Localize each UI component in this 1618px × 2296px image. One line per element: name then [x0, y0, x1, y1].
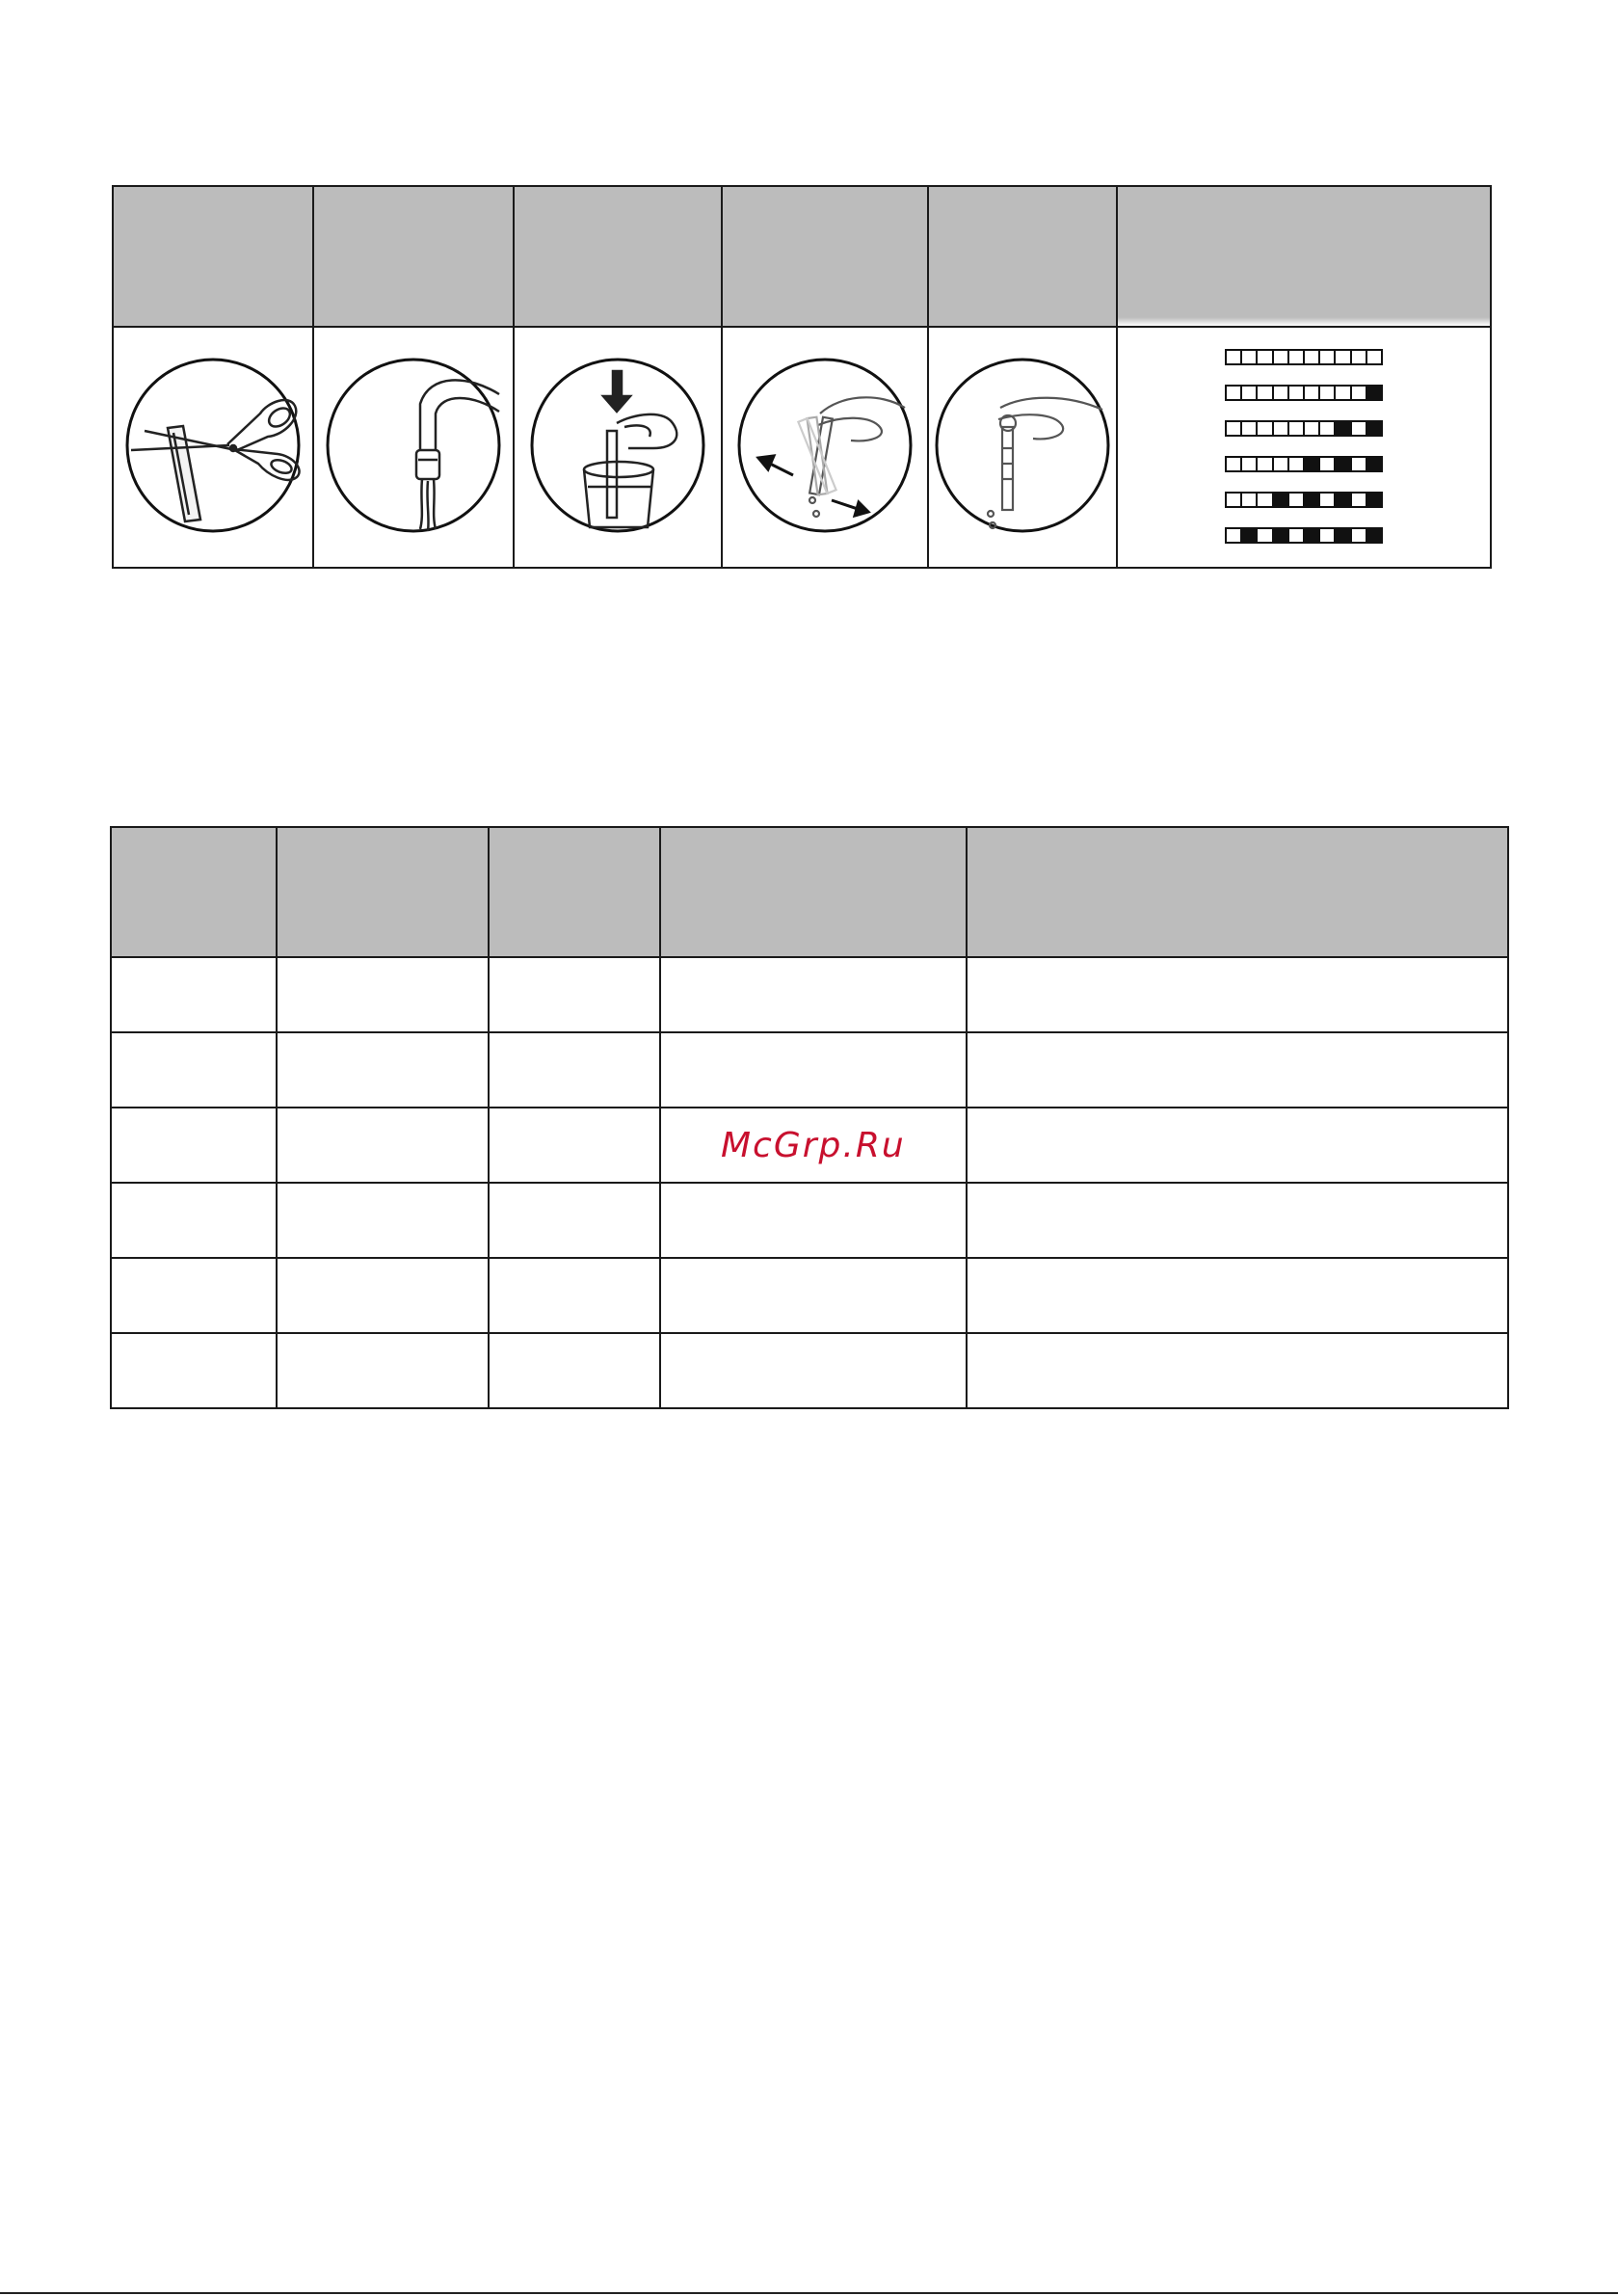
empty-square	[1367, 351, 1381, 363]
filled-square	[1367, 529, 1381, 542]
footer-rule	[0, 2292, 1618, 2294]
empty-square	[1227, 422, 1242, 435]
empty-square	[1352, 529, 1367, 542]
empty-square	[1258, 422, 1273, 435]
scissors-cutting-strip-icon	[123, 356, 303, 535]
empty-square	[1227, 458, 1242, 470]
empty-square	[1289, 422, 1305, 435]
empty-square	[1305, 387, 1320, 399]
empty-square	[1258, 494, 1273, 506]
watermark-text: McGrp.Ru	[721, 1126, 906, 1165]
results-header-cell	[660, 827, 967, 957]
filled-square	[1367, 494, 1381, 506]
empty-square	[1242, 351, 1258, 363]
results-table	[110, 826, 1509, 1409]
scale-strip-4	[1225, 456, 1383, 472]
results-header-cell	[111, 827, 277, 957]
filled-square	[1336, 494, 1351, 506]
step-4-cell	[722, 327, 928, 568]
results-header-row	[111, 827, 1508, 957]
table-row	[111, 1183, 1508, 1258]
empty-square	[1352, 387, 1367, 399]
empty-square	[1352, 458, 1367, 470]
filled-square	[1305, 529, 1320, 542]
scale-strip-5	[1225, 492, 1383, 508]
filled-square	[1336, 529, 1351, 542]
empty-square	[1227, 351, 1242, 363]
filled-square	[1305, 458, 1320, 470]
step-3-cell	[514, 327, 722, 568]
empty-square	[1336, 387, 1351, 399]
filled-square	[1274, 494, 1289, 506]
shaking-strip-icon	[735, 356, 915, 535]
empty-square	[1274, 422, 1289, 435]
step-2-cell	[313, 327, 514, 568]
empty-square	[1227, 529, 1242, 542]
running-tap-icon	[324, 356, 503, 535]
filled-square	[1367, 458, 1381, 470]
empty-square	[1274, 458, 1289, 470]
empty-square	[1242, 422, 1258, 435]
colour-scale-cell	[1117, 327, 1491, 568]
empty-square	[1289, 387, 1305, 399]
filled-square	[1367, 387, 1381, 399]
scale-strip-1	[1225, 349, 1383, 365]
empty-square	[1289, 351, 1305, 363]
steps-header-row	[113, 186, 1491, 327]
empty-square	[1274, 351, 1289, 363]
empty-square	[1274, 387, 1289, 399]
empty-square	[1258, 529, 1273, 542]
empty-square	[1352, 494, 1367, 506]
results-header-cell	[489, 827, 660, 957]
filled-square	[1274, 529, 1289, 542]
steps-header-cell	[928, 186, 1117, 327]
empty-square	[1352, 422, 1367, 435]
empty-square	[1320, 458, 1336, 470]
steps-header-cell	[313, 186, 514, 327]
steps-header-cell	[113, 186, 313, 327]
empty-square	[1242, 458, 1258, 470]
empty-square	[1258, 458, 1273, 470]
filled-square	[1336, 422, 1351, 435]
empty-square	[1320, 387, 1336, 399]
empty-square	[1227, 387, 1242, 399]
test-steps-table	[112, 185, 1492, 569]
scale-strip-3	[1225, 420, 1383, 437]
empty-square	[1258, 351, 1273, 363]
empty-square	[1352, 351, 1367, 363]
empty-square	[1305, 351, 1320, 363]
empty-square	[1336, 351, 1351, 363]
table-row	[111, 1333, 1508, 1408]
filled-square	[1367, 422, 1381, 435]
table-row	[111, 1032, 1508, 1108]
empty-square	[1289, 458, 1305, 470]
holding-strip-icon	[933, 356, 1112, 535]
empty-square	[1227, 494, 1242, 506]
scale-strip-2	[1225, 385, 1383, 401]
empty-square	[1289, 529, 1305, 542]
empty-square	[1305, 422, 1320, 435]
steps-illustration-row	[113, 327, 1491, 568]
filled-square	[1336, 458, 1351, 470]
results-header-cell	[967, 827, 1508, 957]
empty-square	[1320, 494, 1336, 506]
results-header-cell	[277, 827, 489, 957]
table-row	[111, 1258, 1508, 1333]
filled-square	[1305, 494, 1320, 506]
table-row	[111, 957, 1508, 1032]
strip-dipped-in-glass-icon	[528, 356, 707, 535]
scale-strip-6	[1225, 527, 1383, 544]
empty-square	[1242, 494, 1258, 506]
empty-square	[1242, 387, 1258, 399]
filled-square	[1242, 529, 1258, 542]
steps-header-cell	[722, 186, 928, 327]
empty-square	[1258, 387, 1273, 399]
empty-square	[1320, 351, 1336, 363]
steps-header-cell	[514, 186, 722, 327]
step-1-cell	[113, 327, 313, 568]
empty-square	[1320, 529, 1336, 542]
empty-square	[1289, 494, 1305, 506]
steps-header-cell	[1117, 186, 1491, 327]
empty-square	[1320, 422, 1336, 435]
step-5-cell	[928, 327, 1117, 568]
colour-scale	[1225, 349, 1383, 544]
